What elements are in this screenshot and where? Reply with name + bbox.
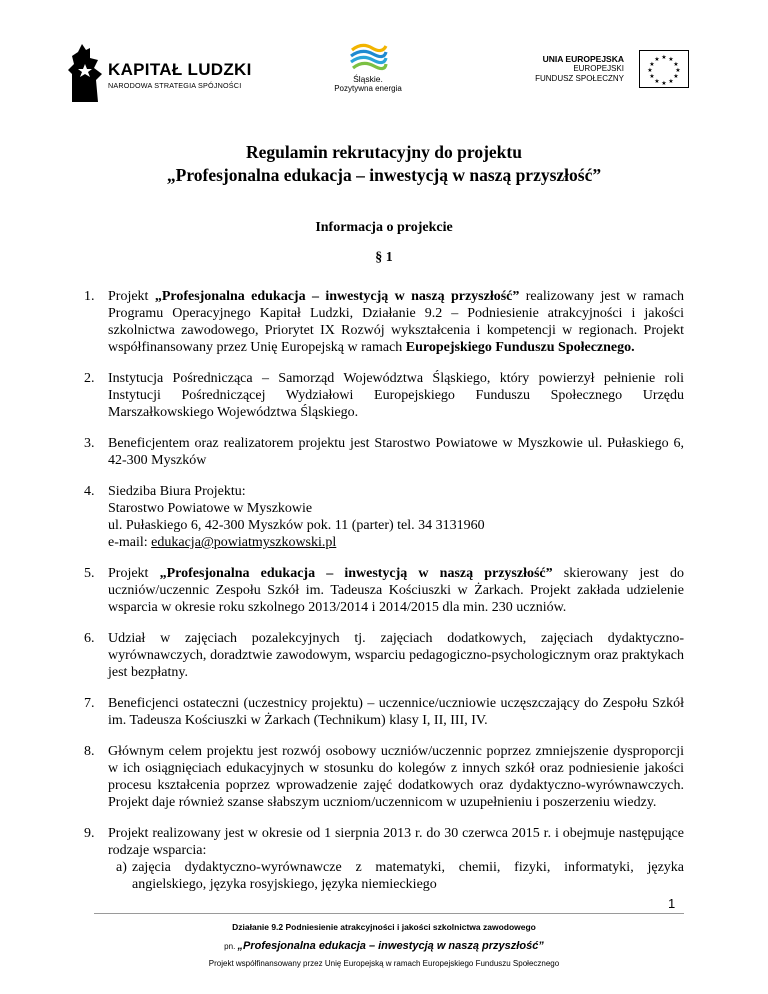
item-number: 3. [84, 436, 95, 451]
item-number: 1. [84, 289, 95, 304]
project-name: „Profesjonalna edukacja – inwestycją w naszą przyszłość” [159, 566, 553, 581]
item-text: Instytucja Pośrednicząca – Samorząd Województwa Śląskiego, który powierzył pełnienie roli Instytucji Pośredniczącej Wydziałowi Europejskiego Funduszu Społecznego Urzędu Marszałkowskiego Województwa Śląskiego. [108, 371, 684, 420]
slaskie-logo [328, 42, 408, 96]
svg-text:★: ★ [673, 61, 679, 68]
list-item [84, 825, 684, 893]
item-number: 4. [84, 484, 95, 499]
ue-line-1: UNIA EUROPEJSKA [542, 54, 624, 64]
title-line-1: Regulamin rekrutacyjny do projektu [246, 142, 522, 162]
office-name: Starostwo Powiatowe w Myszkowie [108, 501, 313, 516]
item-number: 6. [84, 631, 95, 646]
svg-text:★: ★ [675, 67, 681, 74]
svg-text:★: ★ [649, 73, 655, 80]
page-number: 1 [668, 896, 676, 911]
list-item [84, 565, 684, 616]
item-text: Projekt „Profesjonalna edukacja – inwestycją w naszą przyszłość” realizowany jest w ramach Programu Operacyjnego Kapitał Ludzki, Działanie 9.2 – Podniesienie atrakcyjności i jakości szkolnictwa zawodowego, Priorytet IX Rozwój wykształcenia i kompetencji w regionach. Projekt współfinansowany przez Unię Europejską w ramach Europejskiego Funduszu Społecznego. [108, 289, 684, 355]
list-item [84, 483, 684, 551]
svg-text:★: ★ [649, 61, 655, 68]
footer-line-2: pn. „Profesjonalna edukacja – inwestycją w naszą przyszłość” [224, 940, 544, 952]
efs-name: Europejskiego Funduszu Społecznego. [405, 340, 635, 355]
slaskie-name: Śląskie. [353, 74, 383, 84]
footer-line-1: Działanie 9.2 Podniesienie atrakcyjności i jakości szkolnictwa zawodowego [232, 922, 536, 932]
office-email: e-mail: edukacja@powiatmyszkowski.pl [108, 535, 337, 550]
svg-text:★: ★ [647, 67, 653, 74]
item-number: 8. [84, 744, 95, 759]
item-text: Beneficjenci ostateczni (uczestnicy projektu) – uczennice/uczniowie uczęszczający do Zespołu Szkół im. Tadeusza Kościuszki w Żarkach (Technikum) klasy I, II, III, IV. [108, 696, 684, 728]
eu-flag-icon [639, 50, 689, 88]
item-number: 5. [84, 566, 95, 581]
project-name: „Profesjonalna edukacja – inwestycją w naszą przyszłość” [154, 289, 520, 304]
item-text: Beneficjentem oraz realizatorem projektu jest Starostwo Powiatowe w Myszkowie ul. Pułaskiego 6, 42-300 Myszków [108, 436, 684, 468]
footer-project-title: „Profesjonalna edukacja – inwestycją w naszą przyszłość” [237, 940, 544, 952]
list-item [84, 695, 684, 729]
footer-divider [94, 913, 684, 914]
svg-text:★: ★ [654, 78, 660, 85]
section-heading: Informacja o projekcie [315, 220, 453, 235]
svg-text:★: ★ [661, 80, 667, 87]
item-text: Projekt realizowany jest w okresie od 1 sierpnia 2013 r. do 30 czerwca 2015 r. i obejmuje następujące rodzaje wsparcia: [108, 826, 684, 858]
email-link[interactable]: edukacja@powiatmyszkowski.pl [151, 535, 337, 550]
item-number: 2. [84, 371, 95, 386]
slaskie-waves-icon [348, 42, 388, 72]
svg-text:★: ★ [673, 73, 679, 80]
ue-efs-logo-text [504, 54, 624, 84]
office-label: Siedziba Biura Projektu: [108, 484, 246, 499]
kapital-ludzki-emblem-icon [68, 44, 102, 102]
paragraph-mark: § 1 [375, 250, 393, 265]
svg-text:★: ★ [654, 56, 660, 63]
page-header [0, 0, 768, 120]
kapital-ludzki-title: KAPITAŁ LUDZKI [108, 60, 252, 79]
sub-item-letter: a) [116, 860, 127, 875]
footer-line-3: Projekt współfinansowany przez Unię Europejską w ramach Europejskiego Funduszu Społecznego [208, 959, 560, 968]
item-text: Projekt „Profesjonalna edukacja – inwestycją w naszą przyszłość” skierowany jest do uczniów/uczennic Zespołu Szkół im. Tadeusza Kościuszki w Żarkach. Projekt zakłada udzielenie wsparcia w okresie roku szkolnego 2013/2014 i 2014/2015 dla min. 230 uczniów. [108, 566, 684, 615]
item-number: 9. [84, 826, 95, 841]
regulation-list [84, 288, 684, 893]
slaskie-slogan: Pozytywna energia [334, 84, 402, 93]
svg-text:★: ★ [668, 56, 674, 63]
item-number: 7. [84, 696, 95, 711]
list-item [84, 288, 684, 356]
sub-list-item [84, 859, 684, 893]
svg-text:★: ★ [668, 78, 674, 85]
item-text: Głównym celem projektu jest rozwój osobowy uczniów/uczennic poprzez zmniejszenie dysproporcji w ich osiągnięciach edukacyjnych w stosunku do kolegów z innych szkół oraz podniesienie jakości procesu kształcenia poprzez wprowadzenie zajęć dodatkowych oraz dydaktyczno-wyrównawczych. Projekt daje również szanse słabszym uczniom/uczennicom w uzupełnieniu i poszerzeniu wiedzy. [108, 744, 684, 810]
item-text: Udział w zajęciach pozalekcyjnych tj. zajęciach dodatkowych, zajęciach dydaktyczno-wyrównawczych, doradztwie zawodowym, wsparciu pedagogiczno-psychologicznym oraz praktykach jest bezpłatny. [108, 631, 684, 680]
ue-line-3: FUNDUSZ SPOŁECZNY [535, 74, 624, 83]
list-item [84, 743, 684, 811]
ue-line-2: EUROPEJSKI [573, 64, 624, 73]
list-item [84, 370, 684, 421]
list-item [84, 630, 684, 681]
kapital-ludzki-logo [68, 44, 252, 102]
svg-text:★: ★ [661, 54, 667, 61]
sub-item-text: zajęcia dydaktyczno-wyrównawcze z matematyki, chemii, fizyki, informatyki, języka angielskiego, języka rosyjskiego, języka niemieckiego [132, 860, 684, 892]
title-line-2: „Profesjonalna edukacja – inwestycją w naszą przyszłość” [166, 165, 602, 185]
document-title [0, 141, 768, 187]
kapital-ludzki-subtitle: NARODOWA STRATEGIA SPÓJNOŚCI [108, 81, 242, 90]
office-address: ul. Pułaskiego 6, 42-300 Myszków pok. 11 (parter) tel. 34 3131960 [108, 518, 485, 533]
list-item [84, 435, 684, 469]
